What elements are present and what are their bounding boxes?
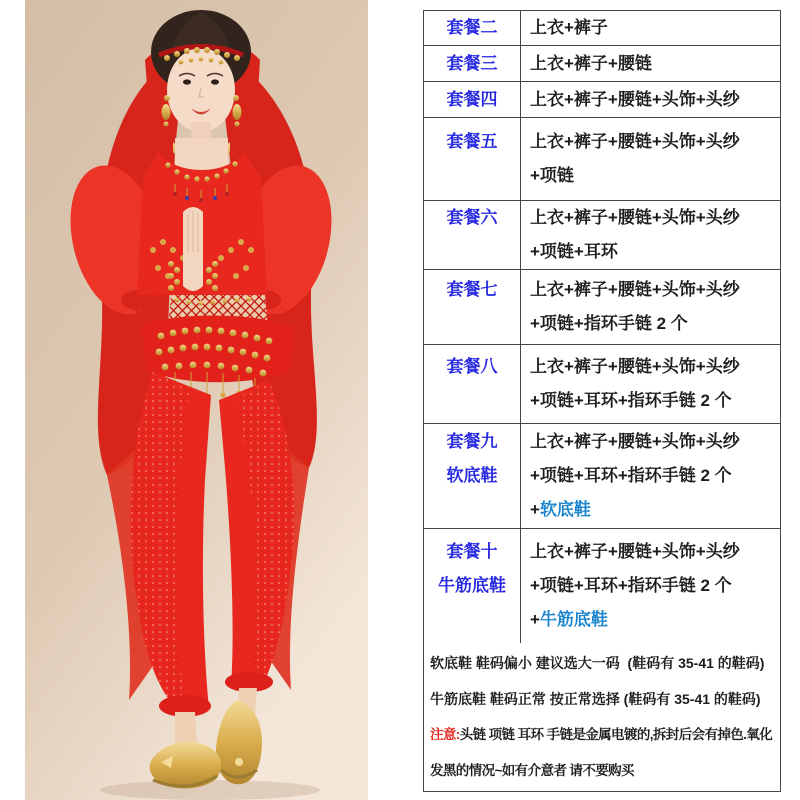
package-rows [424, 11, 780, 643]
package-content-line [530, 569, 780, 603]
package-content-line [530, 350, 780, 384]
text-segment: 上衣+裤子+腰链 [530, 53, 652, 73]
notes-cell [424, 643, 772, 791]
text-segment: 上衣+裤子+腰链+头饰+头纱 [530, 89, 740, 109]
package-label: 套餐八 [446, 357, 498, 376]
product-photo [25, 0, 368, 800]
package-content-cell [521, 529, 780, 643]
note-line [430, 717, 772, 753]
package-content-line [530, 11, 780, 45]
note-line [430, 645, 772, 681]
package-label: 套餐七 [446, 280, 498, 299]
package-row-10 [424, 529, 780, 643]
package-content-cell [521, 424, 780, 528]
package-content-line [530, 307, 780, 341]
package-label: 套餐五 [446, 132, 498, 151]
text-segment: + [530, 500, 540, 519]
text-segment: 上衣+裤子+腰链+头饰+头纱 [530, 542, 740, 561]
text-segment: 软底鞋 鞋码偏小 建议选大一码 (鞋码有 35-41 的鞋码) [430, 655, 765, 671]
package-content-line [530, 47, 780, 81]
package-label-cell [424, 424, 521, 528]
text-segment: 发黑的情况~如有介意者 请不要购买 [430, 763, 634, 778]
text-segment: 上衣+裤子 [530, 18, 608, 37]
text-segment: +项链+耳环+指环手链 2 个 [530, 466, 732, 485]
package-label-cell [424, 201, 521, 269]
package-row-8 [424, 345, 780, 424]
package-row-2 [424, 11, 780, 46]
package-label: 套餐十 [446, 542, 498, 561]
package-label-cell [424, 270, 521, 344]
package-label-cell [424, 118, 521, 200]
package-content-line [530, 83, 780, 117]
package-content-cell [521, 11, 780, 45]
text-segment: +项链+耳环+指环手链 2 个 [530, 576, 732, 595]
package-content-line [530, 235, 780, 269]
package-row-9 [424, 424, 780, 529]
text-segment: 头链 项链 耳环 手链是金属电镀的,拆封后会有掉色.氧化 [459, 727, 773, 742]
package-content-cell [521, 270, 780, 344]
package-content-line [530, 159, 780, 193]
package-label-cell [424, 529, 521, 643]
package-label-cell [424, 46, 521, 81]
package-label: 套餐二 [446, 18, 498, 37]
text-segment: +项链+耳环+指环手链 2 个 [530, 391, 732, 410]
text-segment: 上衣+裤子+腰链+头饰+头纱 [530, 208, 740, 227]
floor-shadow [100, 780, 320, 800]
model-illustration [25, 0, 368, 800]
package-content-cell [521, 345, 780, 423]
text-segment: +项链+耳环 [530, 242, 618, 261]
package-content-line [530, 273, 780, 307]
package-content-line [530, 425, 780, 459]
package-label: 套餐六 [446, 208, 498, 227]
package-label: 牛筋底鞋 [438, 576, 506, 595]
package-content-cell [521, 46, 780, 81]
package-content-line [530, 201, 780, 235]
text-segment: 上衣+裤子+腰链+头饰+头纱 [530, 432, 740, 451]
package-label-cell [424, 82, 521, 117]
package-label-cell [424, 345, 521, 423]
package-label-cell [424, 11, 521, 45]
package-row-5 [424, 118, 780, 201]
package-label: 套餐九 [446, 432, 498, 451]
text-segment: +项链 [530, 166, 574, 185]
text-segment: 上衣+裤子+腰链+头饰+头纱 [530, 357, 740, 376]
package-row-6 [424, 201, 780, 270]
text-segment: 上衣+裤子+腰链+头饰+头纱 [530, 280, 740, 299]
package-content-line [530, 125, 780, 159]
package-table [423, 10, 781, 792]
package-content-line [530, 459, 780, 493]
package-row-4 [424, 82, 780, 118]
package-content-line [530, 535, 780, 569]
package-content-cell [521, 82, 780, 117]
text-segment: 牛筋底鞋 鞋码正常 按正常选择 (鞋码有 35-41 的鞋码) [430, 691, 761, 707]
package-row-3 [424, 46, 780, 82]
note-line [430, 753, 772, 789]
shoe-option-text: 软底鞋 [539, 500, 591, 519]
package-content-cell [521, 118, 780, 200]
package-row-7 [424, 270, 780, 345]
notes-row [424, 643, 780, 791]
package-label: 套餐三 [446, 53, 498, 73]
package-content-line [530, 384, 780, 418]
package-content-line [530, 603, 780, 637]
package-label: 软底鞋 [446, 466, 498, 485]
package-content-cell [521, 201, 780, 269]
package-label: 套餐四 [446, 89, 498, 109]
package-content-line [530, 493, 780, 527]
text-segment: 上衣+裤子+腰链+头饰+头纱 [530, 132, 740, 151]
shoe-option-text: 牛筋底鞋 [539, 610, 608, 629]
note-line [430, 681, 772, 717]
text-segment: + [530, 610, 540, 629]
warning-prefix: 注意: [430, 727, 460, 742]
text-segment: +项链+指环手链 2 个 [530, 314, 688, 333]
